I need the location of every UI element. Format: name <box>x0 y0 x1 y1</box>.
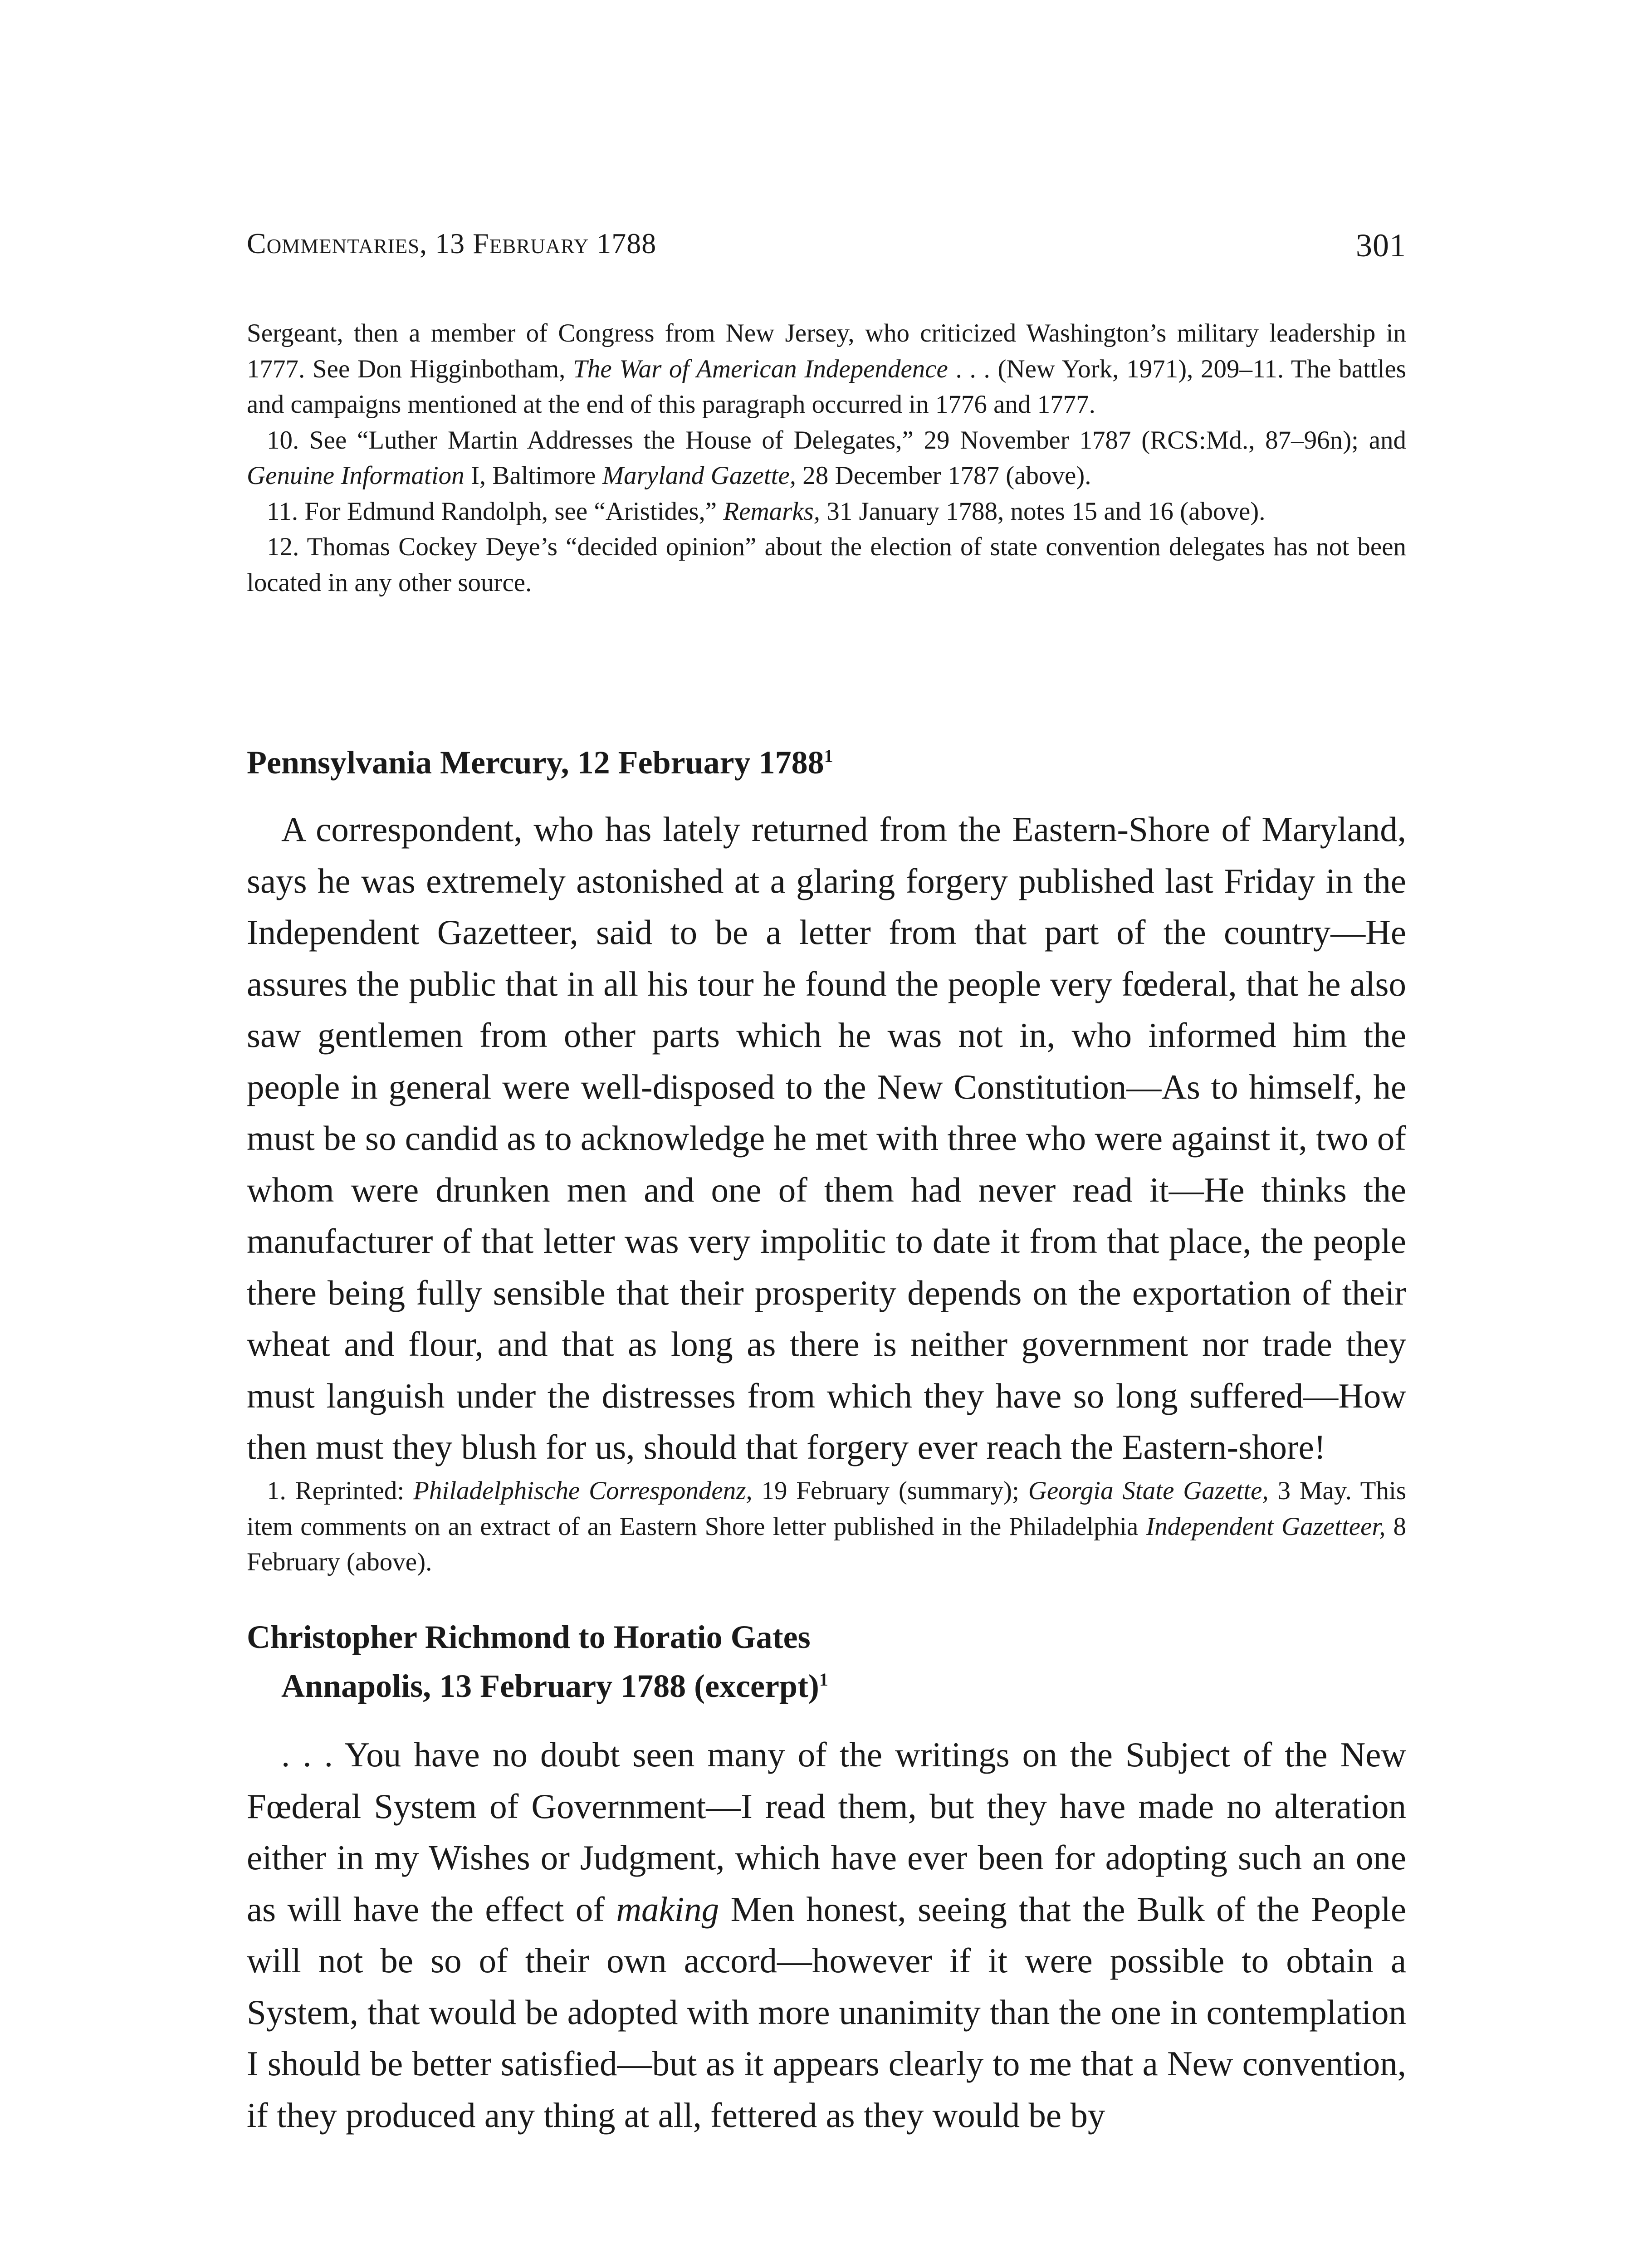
section-footnote-1 <box>247 1473 1406 1580</box>
heading-text: Annapolis, 13 February 1788 (excerpt) <box>281 1668 819 1704</box>
body-text: Men honest, seeing that the Bulk of the People will not be so of their own accord—however if it were possible to obtain a System, that would be adopted with more unanimity than the one in contemplation I should be better satisfied—but as it appears clearly to me that a New convention, if they produced any thing at all, fettered as they would be by <box>247 1889 1407 2135</box>
book-title: The War of American Independence <box>573 354 948 383</box>
italic-title: Philadelphische Correspondenz, <box>413 1476 753 1505</box>
note-text: 31 January 1788, notes 15 and 16 (above). <box>820 497 1266 526</box>
heading-note-ref: 1 <box>824 746 833 766</box>
italic-title: Maryland Gazette, <box>602 461 797 490</box>
italic-title: Independent Gazetteer, <box>1146 1512 1386 1541</box>
running-header <box>247 227 1406 272</box>
note-text: 1. Reprinted: <box>267 1476 414 1505</box>
section-body-pennsylvania-mercury: A correspondent, who has lately returned from the Eastern-Shore of Maryland, says he was extremely astonished at a glaring forgery published last Friday in the Independent Gazetteer, said to be a letter from that part of the country—He assures the public that in all his tour he found the people very fœderal, that he also saw gentlemen from other parts which he was not in, who informed him the people in general were well-disposed to the New Constitution—As to himself, he must be so candid as to acknowledge he met with three who were against it, two of whom were drunken men and one of them had never read it—He thinks the manufacturer of that letter was very impolitic to date it from that place, the people there being fully sensible that their prosperity depends on the exportation of their wheat and flour, and that as long as there is neither government nor trade they must languish under the distresses from which they have so long suffered—How then must they blush for us, should that forgery ever reach the Eastern-shore! <box>247 810 1406 1466</box>
note-10 <box>247 423 1406 494</box>
section-heading-pennsylvania-mercury <box>247 744 1406 782</box>
section-heading-richmond-to-gates: Christopher Richmond to Horatio Gates <box>247 1619 811 1655</box>
note-text: 28 December 1787 (above). <box>796 461 1091 490</box>
note-text: 3 May. This item comments on an extract of an Eastern Shore letter published in the Philadelphia <box>247 1476 1406 1541</box>
italic-title: Georgia State Gazette, <box>1028 1476 1269 1505</box>
body-text: . . . You have no doubt seen many of the writings on the Subject of the New Fœderal System of Government—I read them, but they have made no alteration either in my Wishes or Judgment, which have ever been for adopting such an one as will have the effect of <box>247 1735 1406 1929</box>
note-text: 11. For Edmund Randolph, see “Aristides,” <box>267 497 724 526</box>
heading-text: Pennsylvania Mercury, 12 February 1788 <box>247 744 824 781</box>
note-9-continued <box>247 316 1406 423</box>
italic-title: Genuine Information <box>247 461 464 490</box>
previous-notes <box>247 316 1406 601</box>
heading-note-ref: 1 <box>819 1669 828 1690</box>
note-text: 8 February (above). <box>247 1512 1406 1576</box>
page-number: 301 <box>1356 227 1406 264</box>
note-text: Sergeant, then a member of Congress from New Jersey, who criticized Washington’s military leadership in 1777. See Don Higginbotham, <box>247 319 1406 383</box>
emphasis-text: making <box>616 1889 719 1929</box>
running-title: Commentaries, 13 February 1788 <box>247 227 657 259</box>
note-text: 10. See “Luther Martin Addresses the House of Delegates,” 29 November 1787 (RCS:Md., 87–96n); and <box>267 425 1406 455</box>
note-text: . . . (New York, 1971), 209–11. The battles and campaigns mentioned at the end of this paragraph occurred in 1776 and 1777. <box>247 354 1406 419</box>
section-body-richmond-letter <box>247 1729 1406 2141</box>
note-text: I, Baltimore <box>464 461 602 490</box>
note-12: 12. Thomas Cockey Deye’s “decided opinion” about the election of state convention delegates has not been located in any other source. <box>247 533 1406 597</box>
italic-title: Remarks, <box>723 497 821 526</box>
note-text: 19 February (summary); <box>752 1476 1028 1505</box>
section-subheading-place-date <box>281 1667 1406 1705</box>
note-11 <box>247 494 1406 530</box>
